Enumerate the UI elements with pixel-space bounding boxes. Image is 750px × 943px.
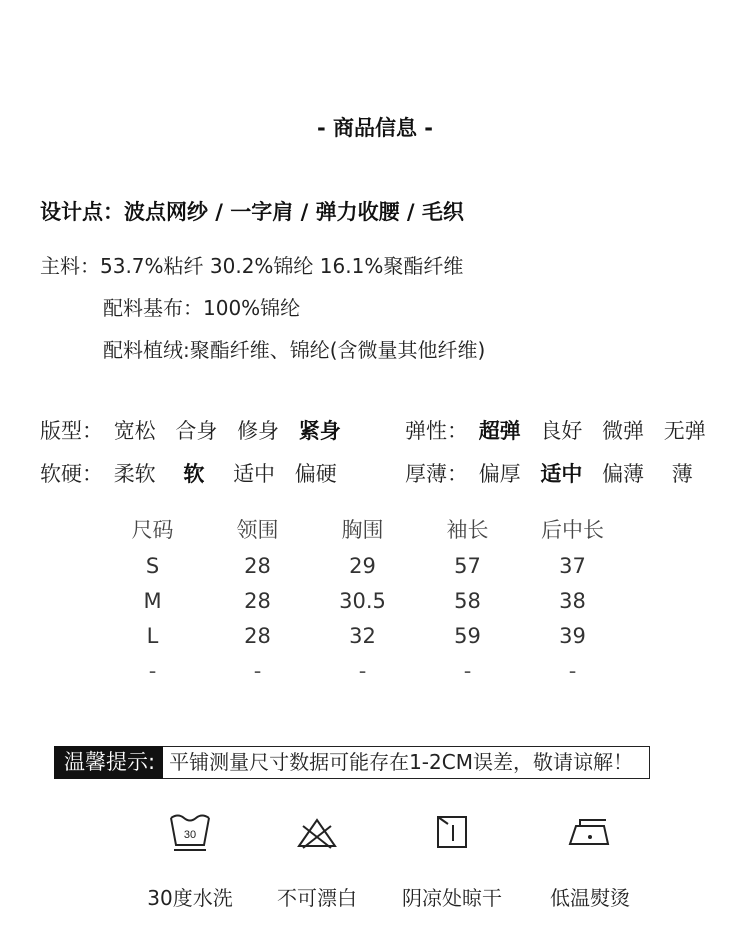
wash-30-icon [168, 812, 212, 852]
attr-fit-option: 宽松 [113, 419, 156, 443]
table-cell: 28 [244, 588, 271, 613]
table-cell: 30.5 [339, 588, 386, 613]
material-flock: 配料植绒:聚酯纤维、锦纶(含微量其他纤维) [103, 338, 486, 362]
care-label: 阴凉处晾干 [402, 886, 502, 910]
attr-fit-option: 修身 [237, 419, 280, 443]
table-cell: - [568, 658, 577, 683]
table-cell: 38 [559, 588, 586, 613]
attr-fit-option-selected: 紧身 [298, 419, 341, 443]
attr-softness-option: 偏硬 [294, 462, 337, 486]
table-cell: 57 [454, 553, 481, 578]
care-label: 低温熨烫 [550, 886, 630, 910]
table-cell: 28 [244, 623, 271, 648]
table-cell: - [253, 658, 262, 683]
size-table-header-cell: 后中长 [541, 518, 604, 542]
notice-banner [54, 746, 650, 779]
table-cell: - [358, 658, 367, 683]
attr-elasticity-option-selected: 超弹 [478, 419, 521, 443]
table-row [100, 583, 625, 618]
low-iron-icon [566, 812, 614, 852]
shade-dry-icon [430, 812, 474, 852]
care-item-dry [382, 812, 522, 911]
attr-softness-option: 适中 [233, 462, 276, 486]
table-cell: 29 [349, 553, 376, 578]
size-table-header-cell: 领围 [236, 518, 279, 542]
table-cell: - [148, 658, 157, 683]
attr-fit-label: 版型： [40, 419, 103, 443]
attr-elasticity-option: 无弹 [663, 419, 706, 443]
table-cell: 37 [559, 553, 586, 578]
notice-text: 平铺测量尺寸数据可能存在1-2CM误差，敬请谅解！ [163, 746, 650, 779]
notice-label: 温馨提示: [54, 746, 163, 779]
size-table [100, 510, 625, 688]
table-row [100, 653, 625, 688]
attr-fit-option: 合身 [175, 419, 218, 443]
material-lining: 配料基布：100%锦纶 [103, 296, 301, 320]
design-point: 设计点：波点网纱 / 一字肩 / 弹力收腰 / 毛织 [40, 200, 464, 224]
care-item-wash [120, 812, 260, 911]
attr-softness-option: 柔软 [113, 462, 156, 486]
attr-thickness-option-selected: 适中 [540, 462, 583, 486]
table-cell: M [143, 588, 162, 613]
no-bleach-icon [295, 812, 339, 852]
care-item-bleach [247, 812, 387, 911]
size-table-header-cell: 袖长 [446, 518, 489, 542]
attr-softness-option-selected: 软 [183, 462, 205, 486]
attr-elasticity-option: 良好 [540, 419, 583, 443]
care-label: 不可漂白 [277, 886, 357, 910]
attr-thickness [405, 458, 706, 488]
care-item-iron [520, 812, 660, 911]
table-cell: S [145, 553, 160, 578]
size-table-header [100, 510, 625, 548]
size-table-header-cell: 尺码 [131, 518, 174, 542]
attr-thickness-option: 薄 [671, 462, 693, 486]
attr-thickness-label: 厚薄： [405, 462, 468, 486]
table-row [100, 548, 625, 583]
table-cell: 59 [454, 623, 481, 648]
attr-elasticity [405, 415, 719, 445]
attr-elasticity-option: 微弹 [602, 419, 645, 443]
care-label: 30度水洗 [147, 886, 233, 910]
table-cell: 39 [559, 623, 586, 648]
material-main: 主料：53.7%粘纤 30.2%锦纶 16.1%聚酯纤维 [40, 254, 464, 278]
wash-temp-text: 30 [183, 829, 197, 841]
attr-softness-label: 软硬： [40, 462, 103, 486]
page-title: - 商品信息 - [316, 116, 434, 140]
table-cell: L [146, 623, 159, 648]
table-cell: 28 [244, 553, 271, 578]
attr-thickness-option: 偏薄 [602, 462, 645, 486]
table-cell: 32 [349, 623, 376, 648]
table-cell: 58 [454, 588, 481, 613]
table-row [100, 618, 625, 653]
attr-elasticity-label: 弹性： [405, 419, 468, 443]
attr-fit [40, 415, 354, 445]
table-cell: - [463, 658, 472, 683]
attr-softness [40, 458, 350, 488]
size-table-header-cell: 胸围 [341, 518, 384, 542]
attr-thickness-option: 偏厚 [478, 462, 521, 486]
